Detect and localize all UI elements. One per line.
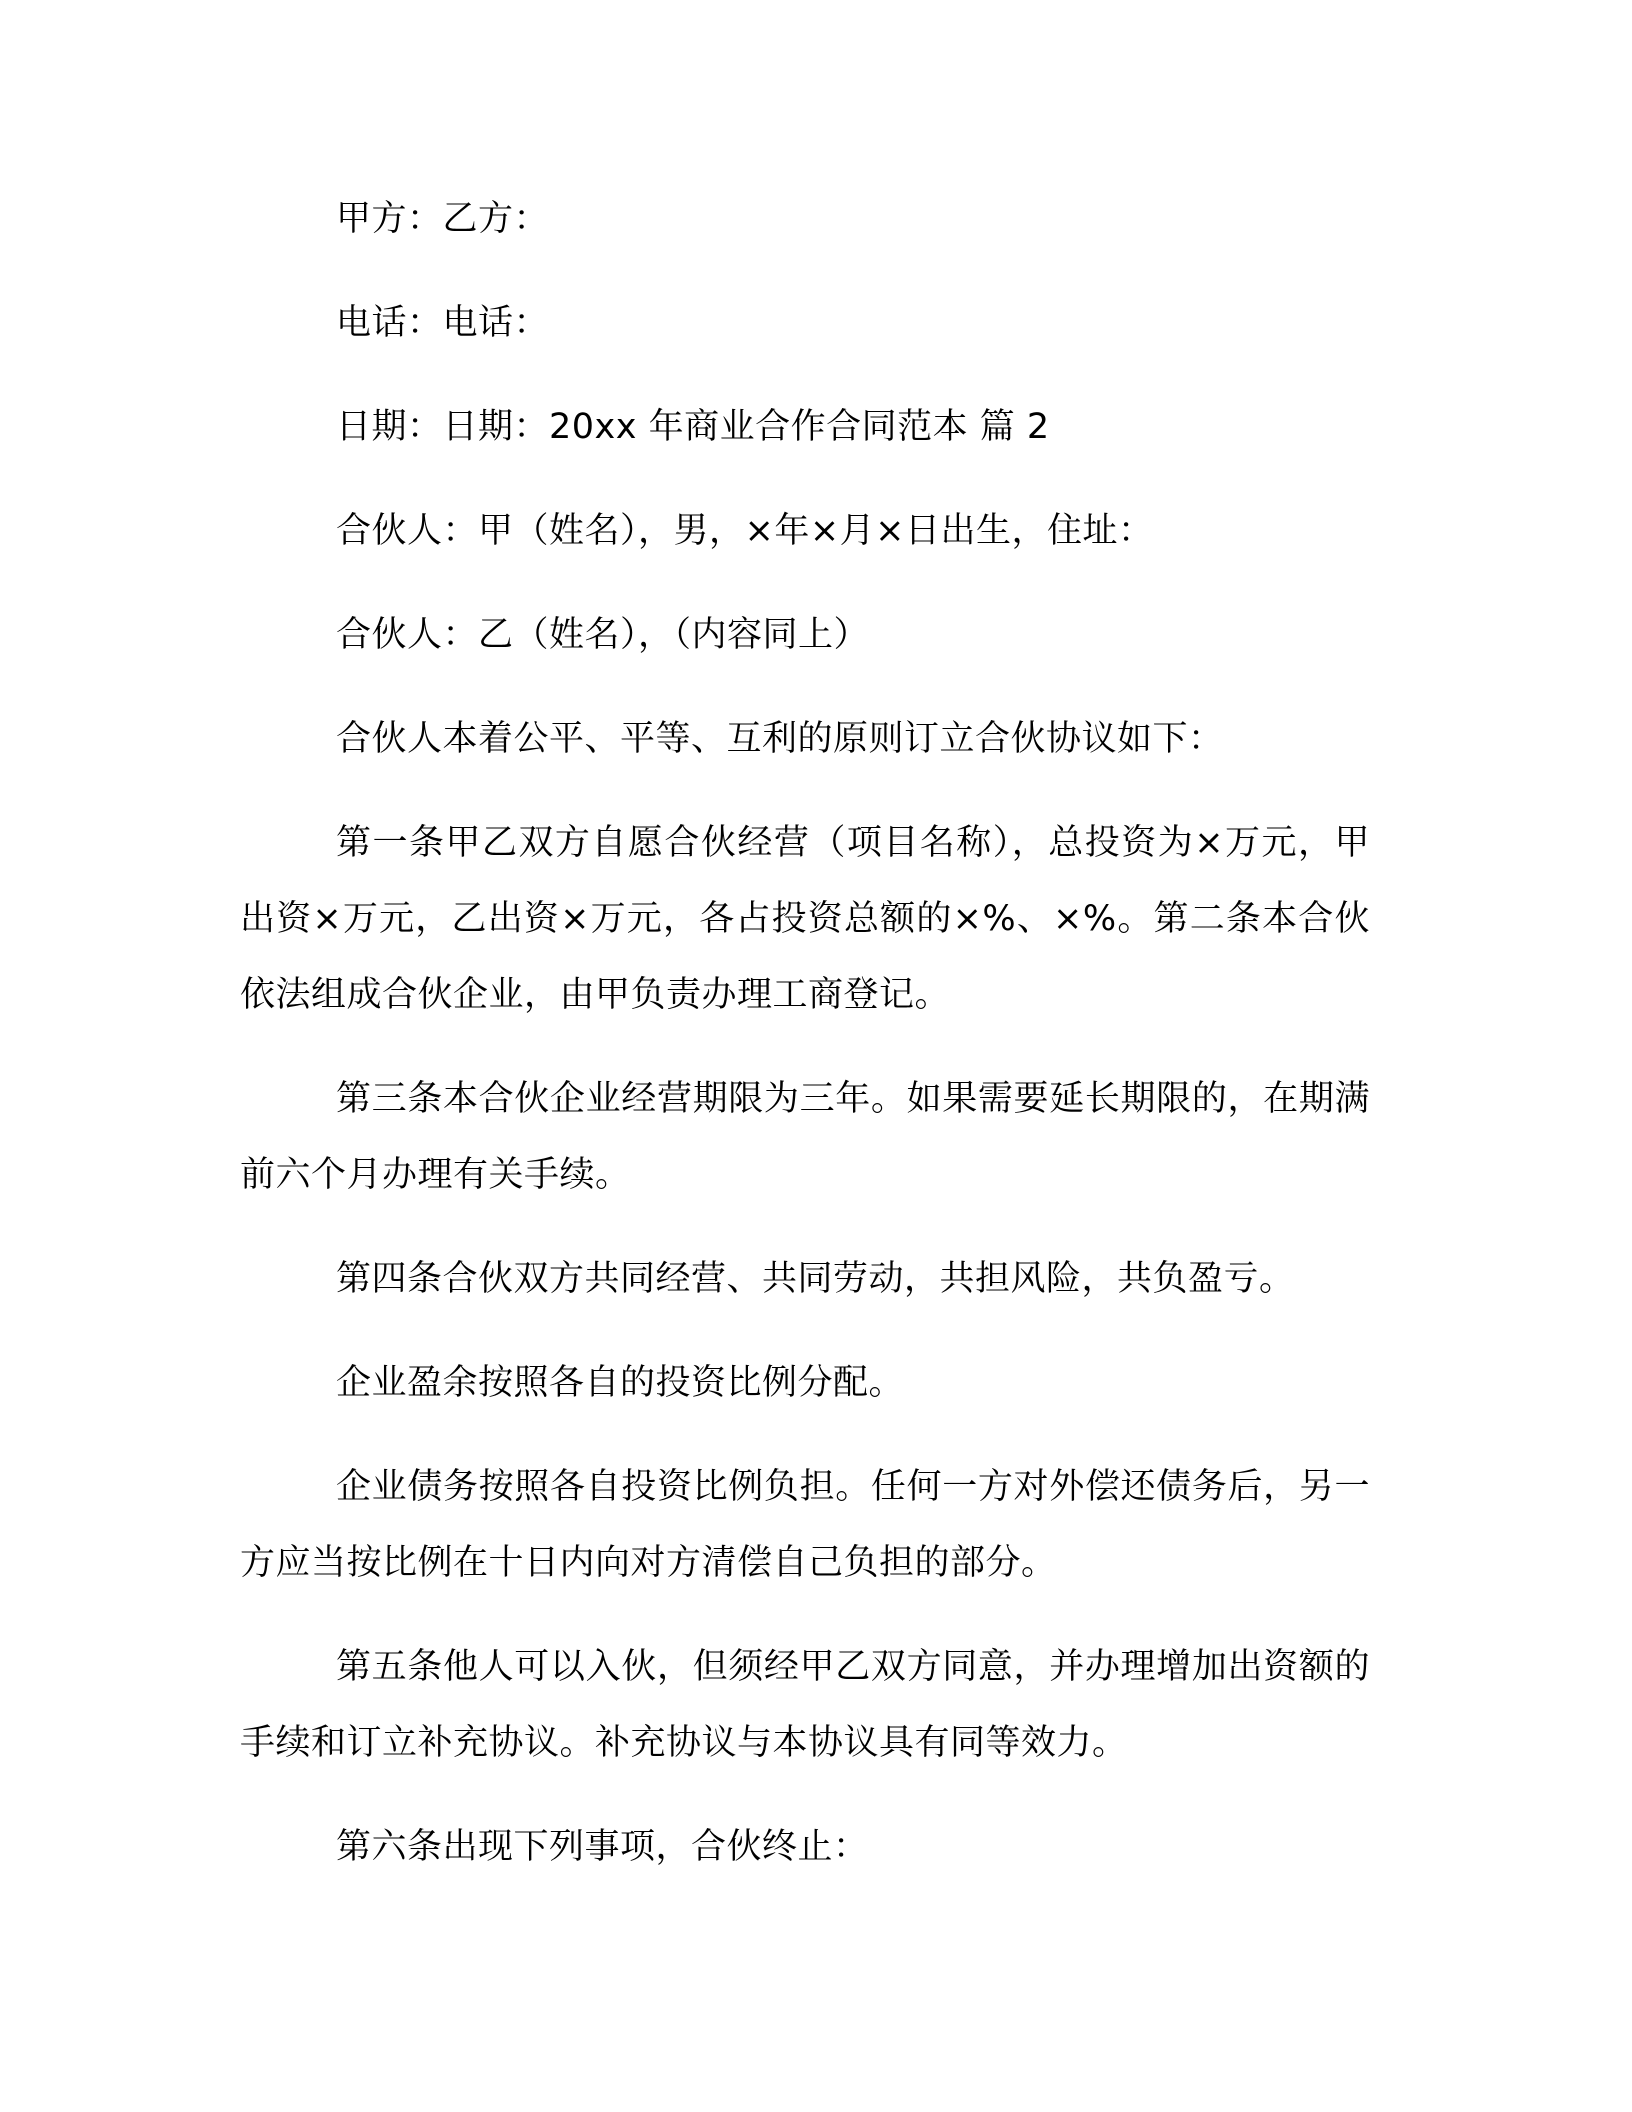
paragraph-dates: 日期：日期：20xx 年商业合作合同范本 篇 2 (336, 407, 1050, 447)
paragraph-article-1-2: 第一条甲乙双方自愿合伙经营（项目名称），总投资为×万元，甲出资×万元，乙出资×万元，各占投资总额的×%、×%。第二条本合伙依法组成合伙企业，由甲负责办理工商登记。 (240, 823, 1370, 1015)
paragraph-article-3: 第三条本合伙企业经营期限为三年。如果需要延长期限的，在期满前六个月办理有关手续。 (240, 1079, 1370, 1195)
paragraph-article-5: 第五条他人可以入伙，但须经甲乙双方同意，并办理增加出资额的手续和订立补充协议。补充协议与本协议具有同等效力。 (240, 1647, 1370, 1763)
paragraph-phones: 电话：电话： (336, 303, 550, 343)
paragraph-partner-b: 合伙人：乙（姓名），（内容同上） (336, 615, 870, 655)
paragraph-surplus: 企业盈余按照各自的投资比例分配。 (336, 1363, 905, 1403)
document-body (240, 181, 1370, 1885)
paragraph-debts: 企业债务按照各自投资比例负担。任何一方对外偿还债务后，另一方应当按比例在十日内向对方清偿自己负担的部分。 (240, 1467, 1370, 1583)
paragraph-article-4: 第四条合伙双方共同经营、共同劳动，共担风险，共负盈亏。 (336, 1259, 1295, 1299)
paragraph-parties: 甲方：乙方： (336, 199, 550, 239)
paragraph-preamble: 合伙人本着公平、平等、互利的原则订立合伙协议如下： (336, 719, 1224, 759)
paragraph-partner-a: 合伙人：甲（姓名），男，×年×月×日出生，住址： (336, 511, 1154, 551)
paragraph-article-6: 第六条出现下列事项，合伙终止： (336, 1827, 869, 1867)
